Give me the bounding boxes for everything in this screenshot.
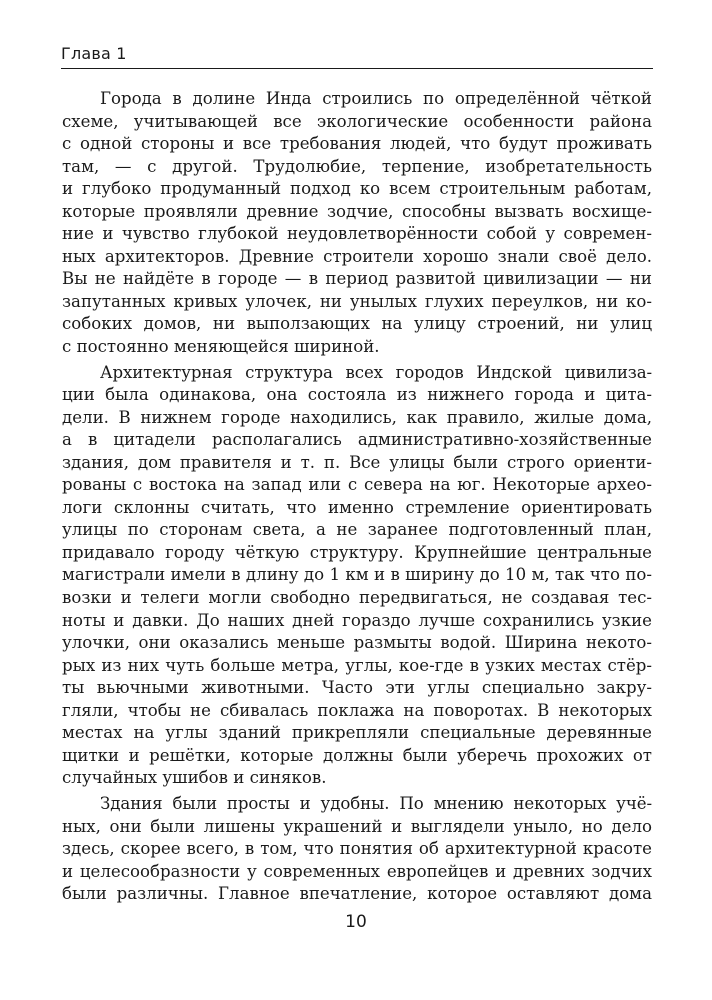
text-line: улочки, они оказались меньше размыты водой. Ширина некото- bbox=[62, 633, 652, 653]
text-line: возки и телеги могли свободно передвигаться, не создавая тес- bbox=[62, 588, 652, 608]
text-line: и глубоко продуманный подход ко всем строительным работам, bbox=[62, 179, 652, 199]
text-line: здания, дом правителя и т. п. Все улицы были строго ориенти- bbox=[62, 452, 652, 472]
text-line: щитки и решётки, которые должны были уберечь прохожих от bbox=[62, 745, 652, 765]
paragraph bbox=[62, 362, 652, 790]
text-line: ты вьючными животными. Часто эти углы специально закру- bbox=[62, 678, 652, 698]
text-line: ных, они были лишены украшений и выглядели уныло, но дело bbox=[62, 816, 652, 836]
paragraph bbox=[62, 88, 652, 359]
text-line: с одной стороны и все требования людей, что будут проживать bbox=[62, 134, 652, 154]
text-line: рых из них чуть больше метра, углы, кое-где в узких местах стёр- bbox=[62, 655, 652, 675]
page-number: 10 bbox=[345, 912, 367, 932]
text-line: с постоянно меняющейся шириной. bbox=[62, 337, 380, 357]
text-line: гляли, чтобы не сбивалась поклажа на поворотах. В некоторых bbox=[62, 700, 652, 720]
text-line: здесь, скорее всего, в том, что понятия об архитектурной красоте bbox=[62, 839, 652, 859]
paragraph bbox=[62, 793, 652, 906]
text-line: Города в долине Инда строились по определённой чёткой bbox=[100, 89, 652, 108]
text-line: были различны. Главное впечатление, которое оставляют дома bbox=[62, 884, 652, 904]
text-line: ноты и давки. До наших дней гораздо лучше сохранились узкие bbox=[62, 610, 652, 630]
text-line: там, — с другой. Трудолюбие, терпение, изобретательность bbox=[62, 156, 652, 176]
text-line: придавало городу чёткую структуру. Крупнейшие центральные bbox=[62, 542, 652, 562]
text-line: собоких домов, ни выползающих на улицу строений, ни улиц bbox=[62, 314, 652, 334]
text-line: рованы с востока на запад или с севера на юг. Некоторые архео- bbox=[62, 475, 652, 495]
text-line: запутанных кривых улочек, ни унылых глухих переулков, ни ко- bbox=[62, 291, 652, 311]
body-text bbox=[62, 88, 652, 906]
text-line: ции была одинакова, она состояла из нижнего города и цита- bbox=[62, 385, 652, 405]
text-line: которые проявляли древние зодчие, способны вызвать восхище- bbox=[62, 201, 652, 221]
text-line: Вы не найдёте в городе — в период развитой цивилизации — ни bbox=[62, 269, 652, 289]
text-line: и целесообразности у современных европейцев и древних зодчих bbox=[62, 861, 652, 881]
text-line: дели. В нижнем городе находились, как правило, жилые дома, bbox=[62, 407, 652, 427]
text-line: случайных ушибов и синяков. bbox=[62, 768, 327, 788]
text-line: ние и чувство глубокой неудовлетворённости собой у современ- bbox=[62, 224, 652, 244]
text-line: а в цитадели располагались административно-хозяйственные bbox=[62, 430, 652, 450]
text-line: улицы по сторонам света, а не заранее подготовленный план, bbox=[62, 520, 652, 540]
text-line: местах на углы зданий прикрепляли специальные деревянные bbox=[62, 723, 652, 743]
text-line: Архитектурная структура всех городов Индской цивилиза- bbox=[100, 362, 652, 382]
text-line: магистрали имели в длину до 1 км и в ширину до 10 м, так что по- bbox=[62, 565, 652, 585]
text-line: схеме, учитывающей все экологические особенности района bbox=[62, 111, 652, 131]
running-head-chapter: Глава 1 bbox=[61, 44, 127, 63]
header-rule bbox=[61, 68, 653, 69]
text-line: Здания были просты и удобны. По мнению некоторых учё- bbox=[100, 793, 652, 813]
text-line: ных архитекторов. Древние строители хорошо знали своё дело. bbox=[62, 246, 652, 266]
text-line: логи склонны считать, что именно стремление ориентировать bbox=[62, 497, 652, 517]
